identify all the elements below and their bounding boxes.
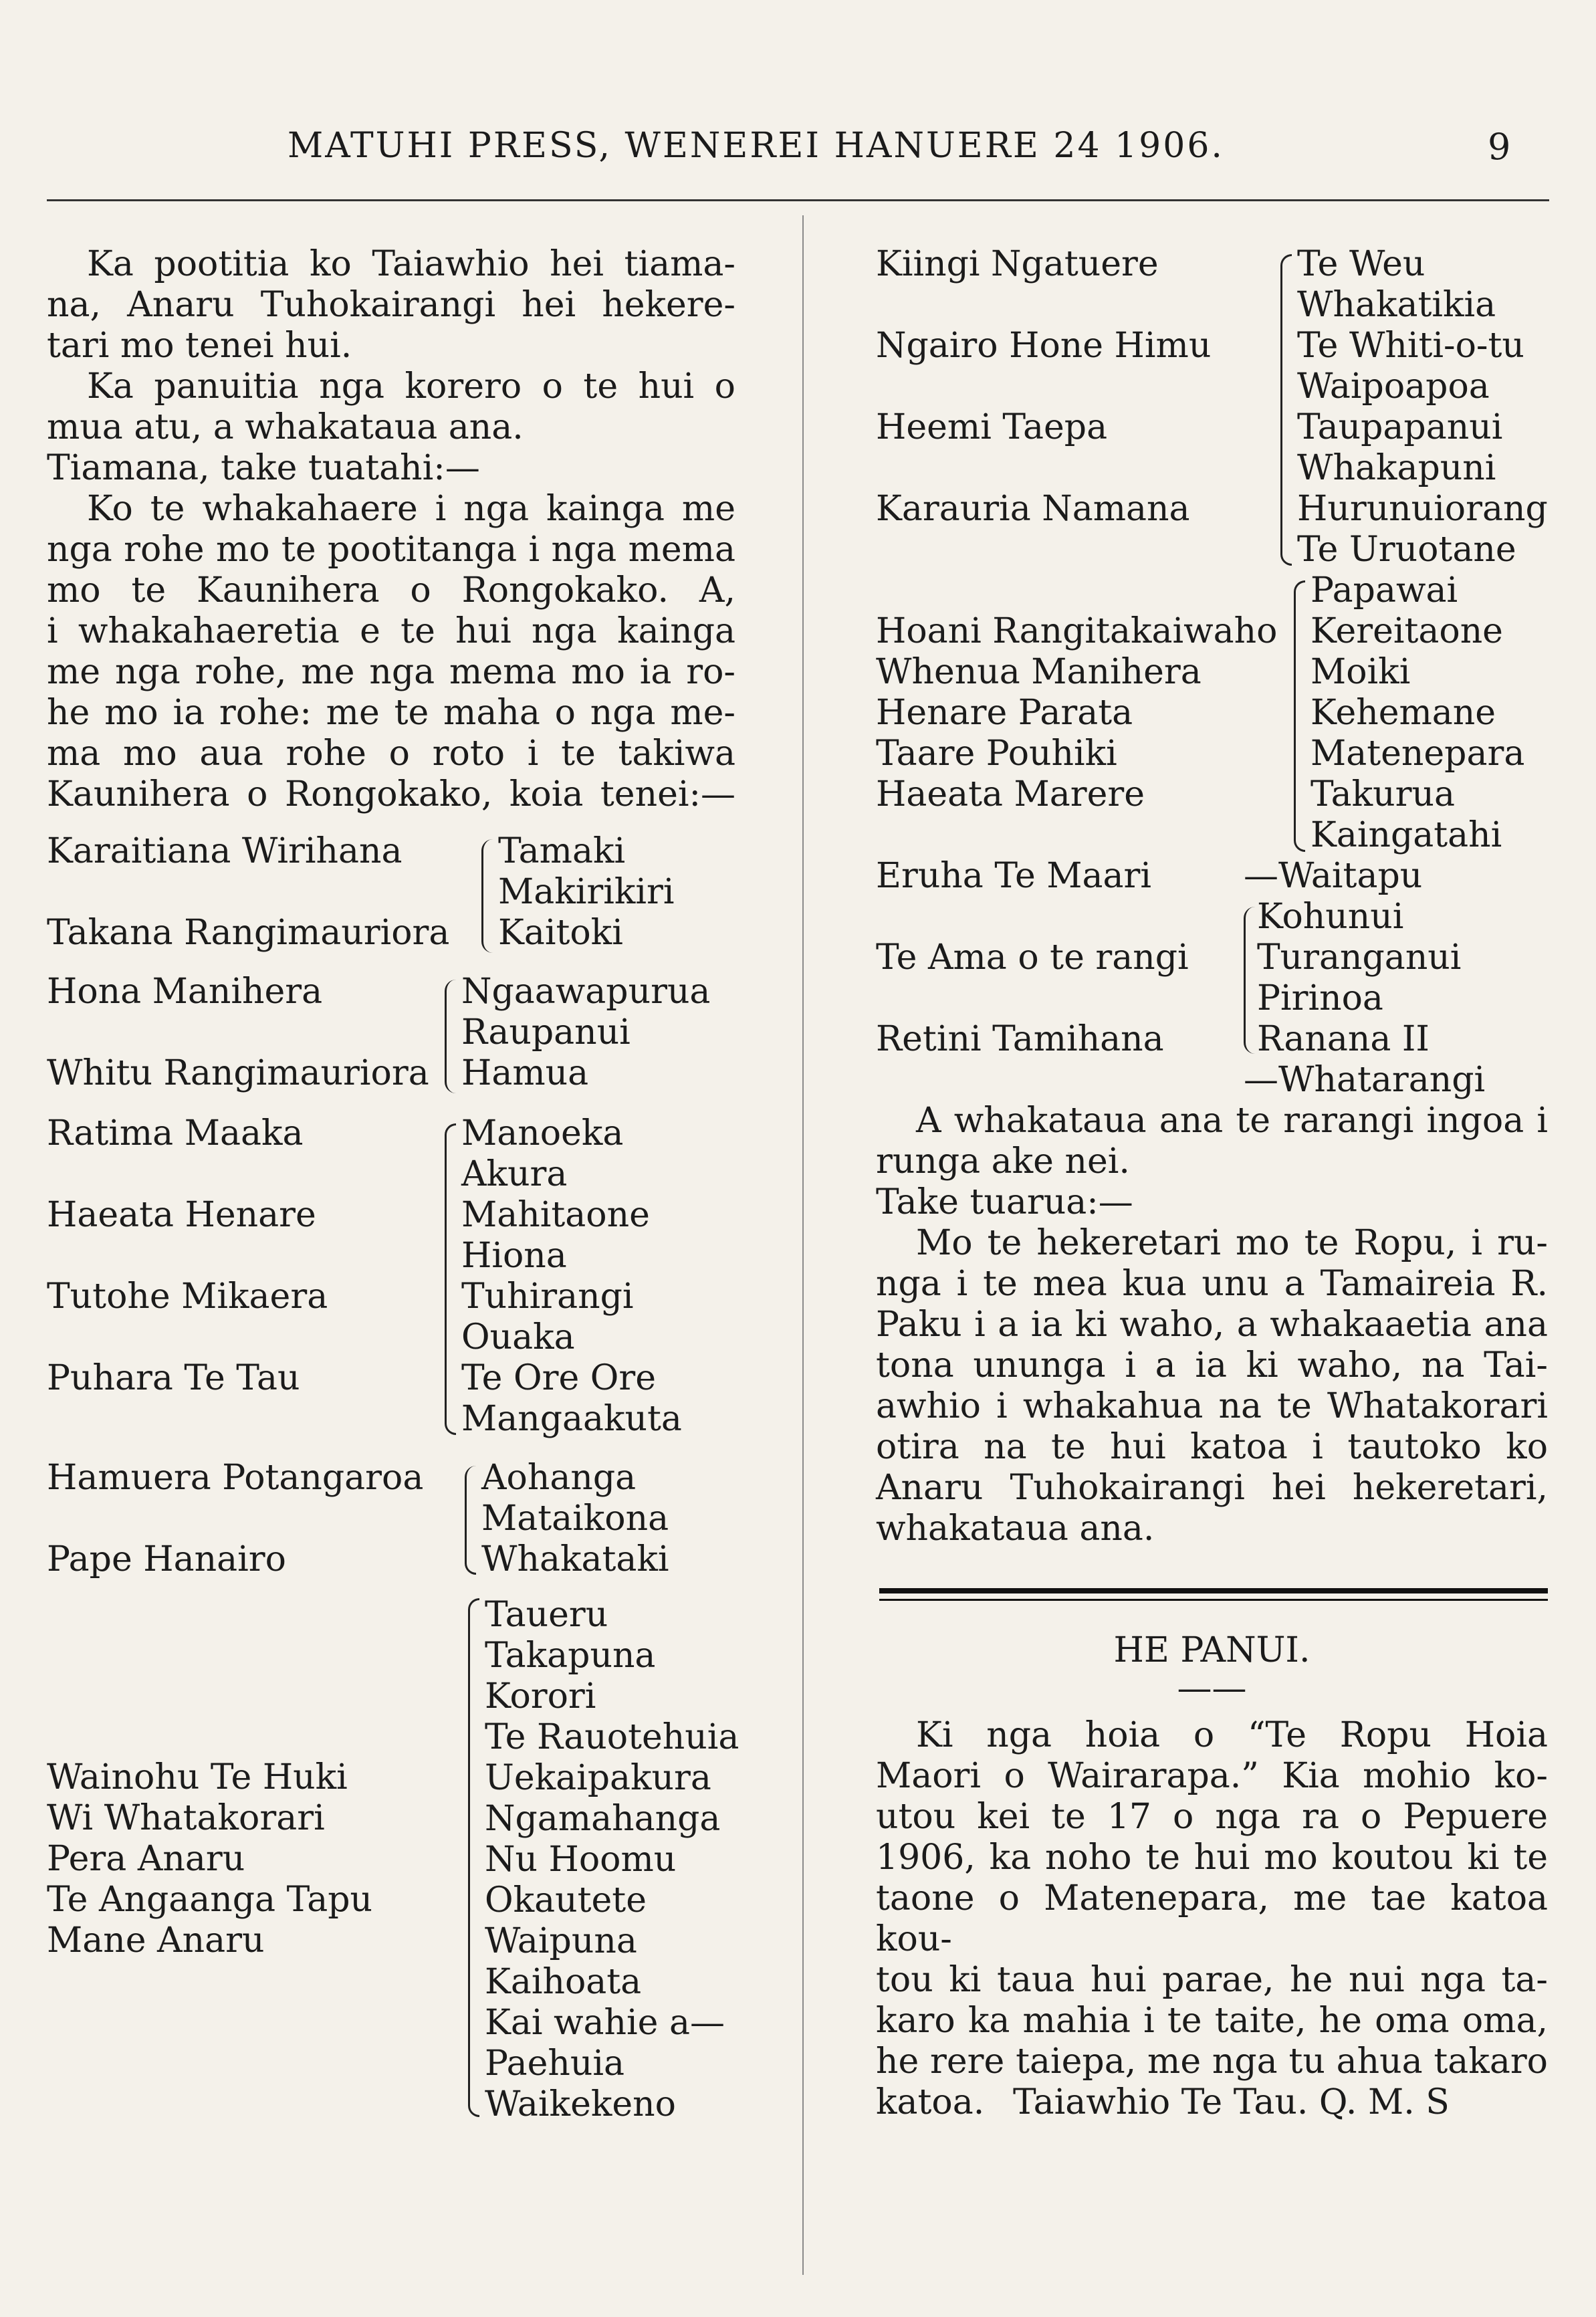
text-line: nga i te mea kua unu a Tamaireia R. (876, 1264, 1548, 1304)
text-line: karo ka mahia i te taite, he oma oma, (876, 2001, 1548, 2041)
section-divider (879, 1599, 1548, 1601)
place-name: Waipuna (485, 1921, 637, 1961)
grouping-brace (481, 839, 493, 953)
candidate-name: Pera Anaru (47, 1839, 245, 1879)
text-line: me nga rohe, me nga mema mo ia ro- (47, 652, 735, 692)
grouping-brace (1244, 907, 1255, 1054)
masthead-title: MATUHI PRESS, WENEREI HANUERE 24 1906. (288, 126, 1224, 166)
grouping-brace (468, 1598, 479, 2117)
place-name: Kaingatahi (1310, 815, 1502, 855)
grouping-brace (465, 1466, 476, 1575)
candidate-name: Karaitiana Wirihana (47, 831, 403, 871)
place-name: Te Weu (1297, 244, 1426, 284)
notice-dash: —— (1177, 1668, 1247, 1708)
candidate-name: Tutohe Mikaera (47, 1277, 328, 1317)
place-name: Te Uruotane (1297, 530, 1516, 570)
text-line: ma mo aua rohe o roto i te takiwa (47, 734, 735, 774)
place-name: Korori (485, 1676, 596, 1717)
place-name: Makirikiri (498, 872, 675, 912)
place-name: Takurua (1310, 774, 1455, 814)
place-name: Okautete (485, 1880, 647, 1920)
place-name: Kehemane (1310, 693, 1496, 733)
place-name: Tamaki (498, 831, 626, 871)
text-line: Kaunihera o Rongokako, koia tenei:— (47, 774, 735, 814)
place-name: Waipoapoa (1297, 366, 1490, 407)
text-line: Paku i a ia ki waho, a whakaaetia ana (876, 1305, 1548, 1345)
candidate-name: Heemi Taepa (876, 407, 1108, 447)
candidate-name: Ratima Maaka (47, 1113, 304, 1153)
place-name: Taueru (485, 1595, 608, 1635)
candidate-name: Retini Tamihana (876, 1019, 1164, 1059)
text-line: Ka panuitia nga korero o te hui o (87, 366, 735, 407)
candidate-name: Takana Rangimauriora (47, 913, 450, 953)
grouping-brace (445, 980, 456, 1093)
intro-paragraph (47, 244, 735, 815)
text-line: mo te Kaunihera o Rongokako. A, (47, 570, 735, 611)
text-line: Ka pootitia ko Taiawhio hei tiama- (87, 244, 735, 284)
candidate-name: Ngairo Hone Himu (876, 326, 1212, 366)
text-line: otira na te hui katoa i tautoko ko (876, 1427, 1548, 1467)
candidate-name: Haeata Henare (47, 1195, 316, 1235)
place-name: Kai wahie a— (485, 2003, 725, 2043)
place-name: Ngaawapurua (461, 972, 711, 1012)
place-name: Kaihoata (485, 1962, 642, 2002)
place-name: Kohunui (1257, 897, 1404, 937)
text-line: he rere taiepa, me nga tu ahua takaro (876, 2042, 1548, 2082)
candidate-name: Taare Pouhiki (876, 734, 1117, 774)
place-name: Mahitaone (461, 1195, 650, 1235)
grouping-brace (1294, 580, 1305, 852)
candidate-name: Hamuera Potangaroa (47, 1458, 424, 1498)
place-name: Hamua (461, 1053, 589, 1093)
place-name: Whakataki (481, 1539, 669, 1579)
candidate-name: Whitu Rangimauriora (47, 1053, 429, 1093)
place-name: Ouaka (461, 1317, 575, 1357)
place-name: Whakatikia (1297, 285, 1496, 325)
place-name: Ranana II (1257, 1019, 1430, 1059)
text-line: na, Anaru Tuhokairangi hei hekere- (47, 285, 735, 325)
candidate-name: Hoani Rangitakaiwaho (876, 611, 1278, 651)
place-name: Aohanga (481, 1458, 637, 1498)
grouping-brace (445, 1123, 456, 1435)
text-line: A whakataua ana te rarangi ingoa i (916, 1101, 1548, 1141)
place-name: Manoeka (461, 1113, 624, 1153)
candidate-name: Henare Parata (876, 693, 1133, 733)
candidate-name: Karauria Namana (876, 489, 1190, 529)
place-name: Matenepara (1310, 734, 1525, 774)
text-line: runga ake nei. (876, 1141, 1130, 1182)
text-line: tona ununga i a ia ki waho, na Tai- (876, 1345, 1548, 1386)
candidate-name: Mane Anaru (47, 1920, 265, 1961)
header-rule (47, 199, 1549, 201)
page-number: 9 (1488, 126, 1511, 168)
place-name: Waikekeno (485, 2084, 676, 2124)
place-name: Pirinoa (1257, 978, 1383, 1018)
place-name: Te Whiti-o-tu (1297, 326, 1524, 366)
candidate-name: Hona Manihera (47, 972, 323, 1012)
section-divider (879, 1588, 1548, 1593)
text-line: katoa. (876, 2082, 985, 2122)
place-name: Mangaakuta (461, 1399, 682, 1439)
place-name: Paehuia (485, 2044, 625, 2084)
candidate-name: Eruha Te Maari (876, 856, 1152, 896)
text-line: nga rohe mo te pootitanga i nga mema (47, 530, 735, 570)
text-line: tari mo tenei hui. (47, 326, 352, 366)
text-line: Tiamana, take tuatahi:— (47, 448, 480, 488)
text-line: 1906, ka noho te hui mo koutou ki te (876, 1838, 1548, 1878)
text-line: Maori o Wairarapa.” Kia mohio ko- (876, 1756, 1548, 1796)
candidate-name: Pape Hanairo (47, 1539, 286, 1579)
place-name: Nu Hoomu (485, 1840, 677, 1880)
place-name: Mataikona (481, 1499, 669, 1539)
place-name: Raupanui (461, 1012, 631, 1053)
place-name: Tuhirangi (461, 1277, 634, 1317)
place-name: Te Rauotehuia (485, 1717, 739, 1757)
text-line: Anaru Tuhokairangi hei hekeretari, (876, 1468, 1548, 1508)
text-line: awhio i whakahua na te Whatakorari (876, 1386, 1548, 1426)
text-line: Take tuarua:— (876, 1182, 1133, 1222)
text-line: mua atu, a whakataua ana. (47, 407, 524, 447)
candidate-name: Te Ama o te rangi (876, 937, 1189, 978)
place-name: Taupapanui (1297, 407, 1503, 447)
candidate-name: Puhara Te Tau (47, 1358, 300, 1398)
place-name: Te Ore Ore (461, 1358, 657, 1398)
text-line: tou ki taua hui parae, he nui nga ta- (876, 1960, 1548, 2000)
notice-signature: Taiawhio Te Tau. Q. M. S (1013, 2082, 1450, 2122)
text-line: whakataua ana. (876, 1509, 1155, 1549)
place-name: —Waitapu (1244, 856, 1423, 896)
motion-paragraph (876, 1101, 1548, 1549)
column-divider (802, 215, 804, 2275)
text-line: he mo ia rohe: me te maha o nga me- (47, 693, 735, 733)
candidate-name: Whenua Manihera (876, 652, 1202, 692)
place-name: Whakapuni (1297, 448, 1496, 488)
place-name: Turanganui (1257, 937, 1462, 978)
place-name: Moiki (1310, 652, 1411, 692)
place-name: Kereitaone (1310, 611, 1503, 651)
text-line: i whakahaeretia e te hui nga kainga (47, 611, 735, 651)
candidate-name: Wi Whatakorari (47, 1798, 325, 1838)
place-name: Papawai (1310, 570, 1458, 611)
text-line: taone o Matenepara, me tae katoa kou- (876, 1878, 1548, 1959)
place-name: Hurunuiorang (1297, 489, 1548, 529)
place-name: Akura (461, 1154, 568, 1194)
candidate-name: Haeata Marere (876, 774, 1145, 814)
place-name: Takapuna (485, 1636, 656, 1676)
text-line: Mo te hekeretari mo te Ropu, i ru- (916, 1223, 1548, 1263)
grouping-brace (1280, 254, 1292, 566)
notice-body (876, 1715, 1548, 2123)
page-header (0, 0, 1596, 201)
candidate-name: Wainohu Te Huki (47, 1757, 348, 1797)
text-line: Ko te whakahaere i nga kainga me (87, 489, 735, 529)
notice-heading: HE PANUI. (1113, 1630, 1310, 1670)
candidate-name: Te Angaanga Tapu (47, 1880, 373, 1920)
candidate-name: Kiingi Ngatuere (876, 244, 1159, 284)
place-name: Uekaipakura (485, 1758, 711, 1798)
place-name: Hiona (461, 1236, 567, 1276)
place-name: Kaitoki (498, 913, 623, 953)
place-name: —Whatarangi (1244, 1060, 1486, 1100)
text-line: utou kei te 17 o nga ra o Pepuere (876, 1797, 1548, 1837)
text-line: Ki nga hoia o “Te Ropu Hoia (916, 1715, 1548, 1755)
place-name: Ngamahanga (485, 1799, 721, 1839)
